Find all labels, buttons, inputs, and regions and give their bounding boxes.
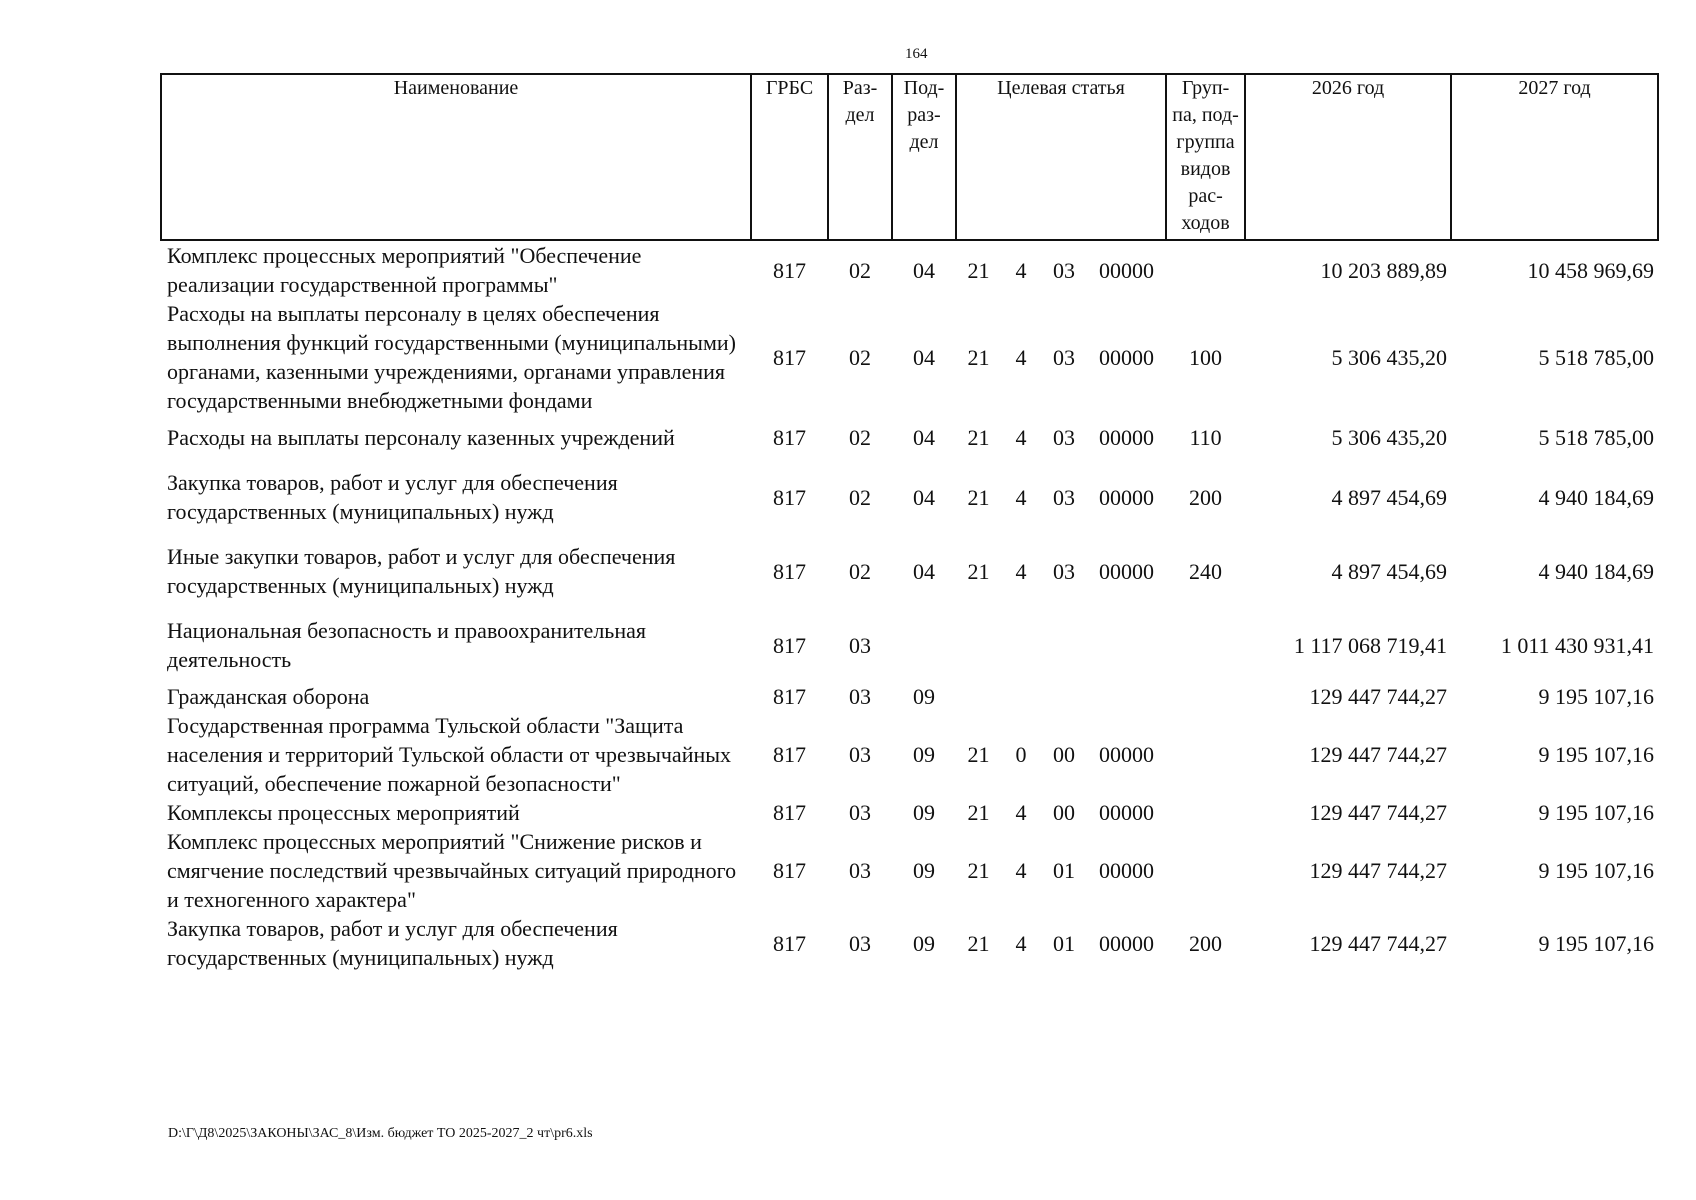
cell-y2027: 9 195 107,16 (1538, 742, 1655, 767)
cell-podrazdel: 09 (913, 858, 935, 883)
header-podrazdel (892, 74, 956, 240)
table-row (161, 827, 1658, 914)
cell-t1: 21 (967, 742, 990, 767)
cell-t2: 4 (1015, 257, 1027, 283)
cell-t4: 00000 (1099, 930, 1155, 956)
cell-y2027: 9 195 107,16 (1538, 858, 1655, 883)
header-name-label: Наименование (393, 77, 519, 99)
cell-y2026: 5 306 435,20 (1331, 344, 1448, 370)
cell-t2: 4 (1015, 930, 1027, 956)
cell-t2: 4 (1015, 558, 1027, 584)
cell-y2026: 129 447 744,27 (1309, 742, 1448, 767)
cell-vid (1166, 682, 1245, 711)
cell-grbs: 817 (773, 425, 806, 450)
cell-t4: 00000 (1099, 257, 1155, 283)
cell-razdel: 02 (849, 344, 871, 370)
cell-razdel: 03 (849, 632, 871, 658)
cell-podrazdel: 04 (913, 257, 935, 283)
cell-name: Комплексы процессных мероприятий (167, 800, 520, 825)
cell-name: Расходы на выплаты персоналу казенных учреждений (167, 425, 675, 450)
cell-podrazdel: 04 (913, 484, 935, 510)
cell-t1: 21 (967, 858, 990, 883)
cell-t4: 00000 (1099, 858, 1155, 883)
cell-y2026: 129 447 744,27 (1309, 858, 1448, 883)
table-row (161, 682, 1658, 711)
table-row (161, 914, 1658, 972)
cell-y2026: 4 897 454,69 (1331, 558, 1448, 584)
header-vid (1166, 74, 1245, 240)
cell-razdel: 03 (849, 684, 871, 709)
cell-vid (1166, 827, 1245, 914)
cell-podrazdel: 04 (913, 425, 935, 450)
cell-name: Комплекс процессных мероприятий "Снижение рисков и смягчение последствий чрезвычайных ситуаций природного и техногенного характера" (167, 829, 737, 912)
cell-vid: 110 (1189, 425, 1222, 450)
cell-y2027: 5 518 785,00 (1538, 344, 1655, 370)
cell-grbs: 817 (773, 344, 806, 370)
table-row (161, 299, 1658, 415)
cell-podrazdel (892, 608, 956, 682)
cell-t4: 00000 (1099, 800, 1155, 825)
cell-vid (1166, 711, 1245, 798)
header-year-2026 (1245, 74, 1451, 240)
cell-y2026: 129 447 744,27 (1309, 800, 1448, 825)
cell-y2026: 129 447 744,27 (1309, 930, 1448, 956)
cell-y2026: 1 117 068 719,41 (1293, 632, 1448, 658)
table-row (161, 798, 1658, 827)
cell-podrazdel: 09 (913, 800, 935, 825)
cell-t4: 00000 (1099, 558, 1155, 584)
header-grbs (751, 74, 828, 240)
cell-t4 (1087, 682, 1166, 711)
cell-grbs: 817 (773, 742, 806, 767)
cell-vid: 240 (1189, 558, 1223, 584)
cell-razdel: 03 (849, 742, 871, 767)
cell-vid: 100 (1189, 344, 1223, 370)
table-header (161, 74, 1658, 240)
cell-grbs: 817 (773, 684, 806, 709)
header-podrazdel-label: Под- раз- дел (903, 77, 945, 153)
header-razdel-label: Раз- дел (842, 77, 878, 126)
cell-t1: 21 (967, 558, 990, 584)
cell-razdel: 03 (849, 858, 871, 883)
cell-podrazdel: 09 (913, 684, 935, 709)
cell-grbs: 817 (773, 800, 806, 825)
table-row (161, 711, 1658, 798)
cell-name: Закупка товаров, работ и услуг для обеспечения государственных (муниципальных) нужд (167, 916, 618, 970)
cell-t3: 00 (1053, 800, 1075, 825)
cell-grbs: 817 (773, 858, 806, 883)
page-number: 164 (905, 46, 928, 62)
cell-podrazdel: 04 (913, 344, 935, 370)
cell-razdel: 02 (849, 425, 871, 450)
header-name (161, 74, 751, 240)
header-target (956, 74, 1166, 240)
cell-grbs: 817 (773, 484, 806, 510)
cell-grbs: 817 (773, 558, 806, 584)
cell-t1: 21 (967, 930, 990, 956)
cell-name: Государственная программа Тульской области "Защита населения и территорий Тульской области от чрезвычайных ситуаций, обеспечение пожарной безопасности" (167, 713, 732, 796)
header-year-2027 (1451, 74, 1658, 240)
header-grbs-label: ГРБС (765, 77, 814, 99)
cell-y2027: 1 011 430 931,41 (1500, 632, 1655, 658)
cell-t2: 4 (1015, 484, 1027, 510)
table-row (161, 460, 1658, 534)
header-year-2027-label: 2027 год (1518, 77, 1591, 99)
cell-t4: 00000 (1099, 484, 1155, 510)
cell-name: Комплекс процессных мероприятий "Обеспечение реализации государственной программы" (167, 243, 642, 297)
cell-t3 (1041, 608, 1087, 682)
cell-podrazdel: 04 (913, 558, 935, 584)
cell-t1: 21 (967, 257, 990, 283)
cell-razdel: 03 (849, 800, 871, 825)
header-razdel (828, 74, 892, 240)
cell-y2027: 9 195 107,16 (1538, 930, 1655, 956)
cell-podrazdel: 09 (913, 742, 935, 767)
cell-podrazdel: 09 (913, 930, 935, 956)
cell-razdel: 02 (849, 484, 871, 510)
table-row (161, 240, 1658, 299)
cell-t1: 21 (967, 344, 990, 370)
cell-y2026: 10 203 889,89 (1320, 257, 1448, 283)
cell-t1 (956, 682, 1001, 711)
cell-t1: 21 (967, 800, 990, 825)
cell-t2: 4 (1015, 858, 1027, 883)
cell-name: Национальная безопасность и правоохранительная деятельность (167, 618, 646, 672)
header-year-2026-label: 2026 год (1311, 77, 1385, 99)
table-row (161, 415, 1658, 460)
cell-vid: 200 (1189, 484, 1223, 510)
cell-t3: 03 (1053, 344, 1075, 370)
cell-t2 (1001, 608, 1041, 682)
cell-y2027: 4 940 184,69 (1538, 558, 1655, 584)
cell-razdel: 03 (849, 930, 871, 956)
cell-t1: 21 (967, 484, 990, 510)
footer-file-path: D:\Г\Д8\2025\ЗАКОНЫ\ЗАС_8\Изм. бюджет ТО 2025-2027_2 чт\pr6.xls (168, 1126, 593, 1141)
cell-y2027: 10 458 969,69 (1527, 257, 1655, 283)
cell-t3: 03 (1053, 558, 1075, 584)
cell-y2026: 5 306 435,20 (1331, 425, 1448, 450)
cell-t4 (1087, 608, 1166, 682)
cell-t4: 00000 (1099, 425, 1155, 450)
cell-name: Закупка товаров, работ и услуг для обеспечения государственных (муниципальных) нужд (167, 470, 618, 524)
cell-t3: 03 (1053, 257, 1075, 283)
cell-t3: 03 (1053, 484, 1075, 510)
cell-t3: 00 (1053, 742, 1075, 767)
cell-t3 (1041, 682, 1087, 711)
cell-razdel: 02 (849, 257, 871, 283)
cell-t4: 00000 (1099, 742, 1155, 767)
cell-vid (1166, 798, 1245, 827)
cell-y2027: 4 940 184,69 (1538, 484, 1655, 510)
header-vid-label: Груп- па, под- группа видов рас- ходов (1172, 77, 1239, 234)
cell-name: Иные закупки товаров, работ и услуг для обеспечения государственных (муниципальных) нужд (167, 544, 676, 598)
cell-t2: 0 (1015, 742, 1027, 767)
cell-t2: 4 (1015, 800, 1027, 825)
cell-t3: 03 (1053, 425, 1075, 450)
table-row (161, 534, 1658, 608)
cell-t2: 4 (1015, 425, 1027, 450)
cell-t2: 4 (1015, 344, 1027, 370)
cell-t2 (1001, 682, 1041, 711)
cell-y2027: 9 195 107,16 (1538, 684, 1655, 709)
cell-vid: 200 (1189, 930, 1223, 956)
cell-y2027: 9 195 107,16 (1538, 800, 1655, 825)
cell-grbs: 817 (773, 930, 806, 956)
cell-t3: 01 (1053, 858, 1075, 883)
cell-razdel: 02 (849, 558, 871, 584)
cell-t4: 00000 (1099, 344, 1155, 370)
cell-y2026: 4 897 454,69 (1331, 484, 1448, 510)
cell-grbs: 817 (773, 257, 806, 283)
cell-y2026: 129 447 744,27 (1309, 684, 1448, 709)
table-body (161, 240, 1658, 972)
cell-t1 (956, 608, 1001, 682)
header-target-label: Целевая статья (997, 77, 1125, 99)
cell-name: Расходы на выплаты персоналу в целях обеспечения выполнения функций государственными (муниципальными) органами, казенными учреждениями, органами управления государственными внебюджетными фондами (167, 301, 736, 413)
cell-grbs: 817 (773, 632, 806, 658)
cell-t1: 21 (967, 425, 990, 450)
cell-t3: 01 (1053, 930, 1075, 956)
cell-vid (1166, 240, 1245, 299)
cell-y2027: 5 518 785,00 (1538, 425, 1655, 450)
budget-table (160, 73, 1659, 972)
table-row (161, 608, 1658, 682)
cell-name: Гражданская оборона (167, 684, 370, 709)
cell-vid (1166, 608, 1245, 682)
